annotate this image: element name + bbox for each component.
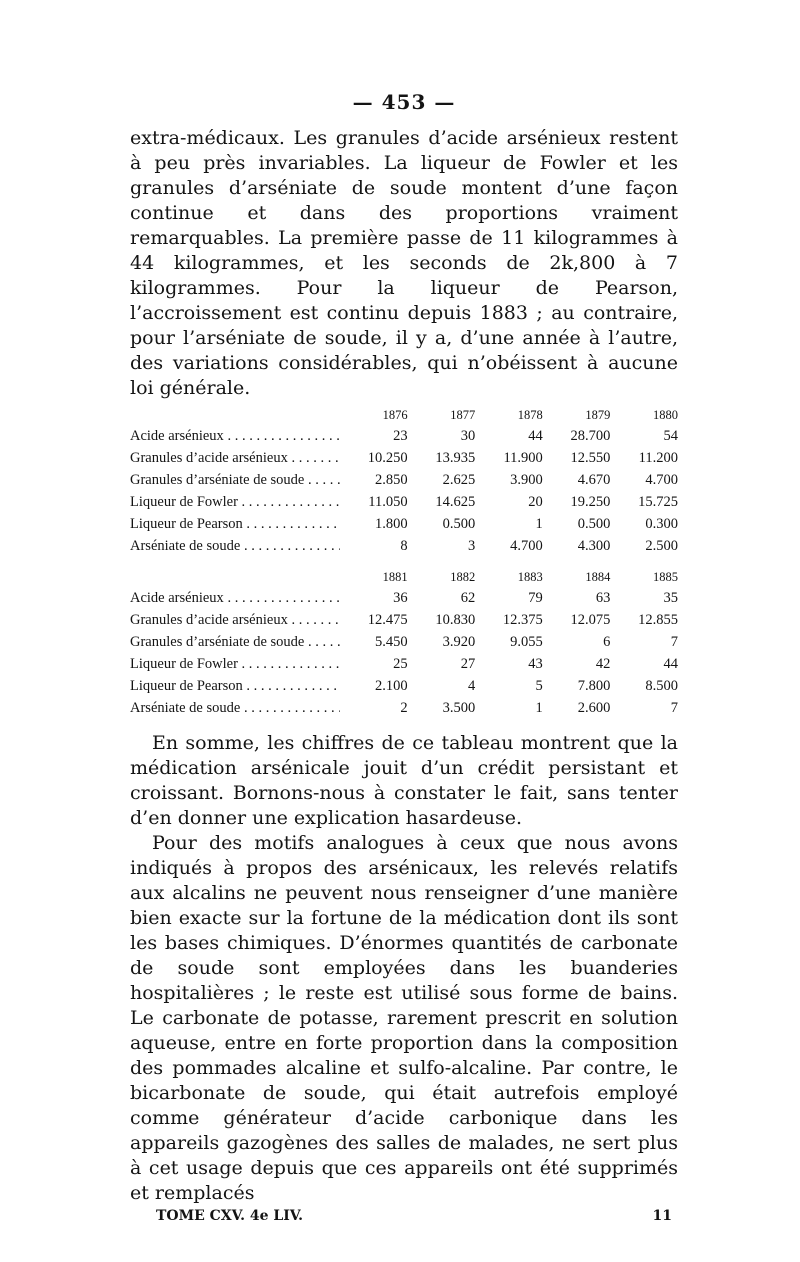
row-label-cell [130, 587, 340, 609]
year-header: 1883 [517, 570, 543, 584]
table-cell: 62 [460, 590, 476, 606]
row-label-cell [130, 491, 340, 513]
table-cell: 2.850 [374, 472, 408, 488]
table-cell: 11.050 [368, 494, 408, 510]
table-cell: 5.450 [374, 634, 408, 650]
table-row [130, 587, 678, 609]
paragraph-conclusion: En somme, les chiffres de ce tableau montrent que la médication arsénicale jouit d’un crédit persistant et croissant. Bornons-nous à constater le fait, sans tenter d’en donner une explication hasardeuse. [130, 732, 678, 829]
table-cell: 1.800 [374, 516, 408, 532]
table-cell: 43 [528, 656, 543, 672]
table-cell: 1 [535, 700, 543, 716]
table-cell: 1 [535, 516, 543, 532]
table-cell: 12.375 [502, 612, 543, 628]
table-group-1881-1885 [130, 567, 678, 719]
table-row [130, 653, 678, 675]
row-label: Acide arsénieux . . . [130, 428, 340, 444]
table-cell: 14.625 [435, 494, 476, 510]
row-label: Liqueur de Fowler . . . [130, 494, 340, 510]
table-cell: 0.500 [577, 516, 611, 532]
table-cell: 7 [670, 700, 678, 716]
paragraph-alcalins: Pour des motifs analogues à ceux que nous avons indiqués à propos des arsénicaux, les relevés relatifs aux alcalins ne peuvent nous renseigner d’une manière bien exacte sur la fortune de la médication dont ils sont les bases chimiques. D’énormes quantités de carbonate de soude sont employées dans les buanderies hospitalières ; le reste est utilisé sous forme de bains. Le carbonate de potasse, rarement prescrit en solution aqueuse, entre en forte proportion dans la composition des pommades alcaline et sulfo-alcaline. Par contre, le bicarbonate de soude, qui était autrefois employé comme générateur d’acide carbonique dans les appareils gazogènes des salles de malades, ne sert plus à cet usage depuis que ces appareils ont été supprimés et remplacés [130, 832, 678, 1204]
paragraph-intro: extra-médicaux. Les granules d’acide arsénieux restent à peu près invariables. La liqueur de Fowler et les granules d’arséniate de soude montent d’une façon continue et dans des proportions vraiment remarquables. La première passe de 11 kilogrammes à 44 kilogrammes, et les seconds de 2k,800 à 7 kilogrammes. Pour la liqueur de Pearson, l’accroissement est continu depuis 1883 ; au contraire, pour l’arséniate de soude, il y a, d’une année à l’autre, des variations considérables, qui n’obéissent à aucune loi générale. [130, 127, 678, 399]
table-cell: 35 [663, 590, 678, 606]
table-cell: 2.100 [374, 678, 408, 694]
table-row [130, 513, 678, 535]
year-header: 1880 [652, 408, 678, 422]
consumption-table [130, 405, 678, 719]
table-cell: 54 [663, 428, 678, 444]
year-header: 1876 [382, 408, 408, 422]
row-label: Granules d’arséniate de soude . . . [130, 472, 340, 488]
year-header: 1884 [585, 570, 611, 584]
year-header: 1878 [517, 408, 543, 422]
row-label-cell [130, 425, 340, 447]
table-cell: 12.475 [367, 612, 408, 628]
table-row [130, 609, 678, 631]
table-cell: 19.250 [570, 494, 611, 510]
table-cell: 44 [663, 656, 678, 672]
table-row [130, 491, 678, 513]
footer-signature: 11 [652, 1208, 672, 1224]
year-header-row [130, 405, 678, 425]
table-cell: 3.900 [510, 472, 543, 488]
table-cell: 27 [460, 656, 476, 672]
row-label-cell [130, 513, 340, 535]
table-cell: 30 [460, 428, 476, 444]
table-row [130, 631, 678, 653]
row-label-cell [130, 675, 340, 697]
row-label: Granules d’arséniate de soude . . . [130, 634, 340, 650]
table-cell: 3.500 [442, 700, 476, 716]
table-cell: 4.700 [510, 538, 543, 554]
table-row [130, 675, 678, 697]
row-label-cell [130, 653, 340, 675]
row-label: Liqueur de Fowler . . . [130, 656, 340, 672]
table-cell: 4 [467, 678, 476, 694]
table-cell: 10.830 [435, 612, 476, 628]
table-cell: 8.500 [645, 678, 678, 694]
table-cell: 4.300 [577, 538, 611, 554]
row-label-cell [130, 447, 340, 469]
page-number: — 453 — [352, 90, 456, 114]
table-cell: 0.300 [645, 516, 678, 532]
table-cell: 3.920 [442, 634, 476, 650]
year-header: 1877 [450, 408, 476, 422]
table-row [130, 469, 678, 491]
table-cell: 36 [393, 590, 408, 606]
table-cell: 7 [670, 634, 678, 650]
row-label-cell [130, 609, 340, 631]
year-header: 1885 [652, 570, 678, 584]
table-cell: 28.700 [570, 428, 611, 444]
table-row [130, 447, 678, 469]
row-label: Acide arsénieux . . . [130, 590, 340, 606]
table-cell: 2 [400, 700, 408, 716]
table-cell: 2.500 [645, 538, 678, 554]
table-cell: 5 [535, 678, 543, 694]
table-cell: 10.250 [367, 450, 408, 466]
row-label: Arséniate de soude . . . [130, 538, 340, 554]
table-cell: 15.725 [638, 494, 678, 510]
row-label-cell [130, 469, 340, 491]
row-label: Liqueur de Pearson . . . [130, 678, 340, 694]
table-cell: 2.625 [442, 472, 476, 488]
table-cell: 79 [528, 590, 543, 606]
table-cell: 9.055 [510, 634, 543, 650]
row-label-cell [130, 697, 340, 719]
table-cell: 44 [528, 428, 543, 444]
table-cell: 12.075 [570, 612, 611, 628]
year-header: 1882 [450, 570, 476, 584]
table-cell: 3 [467, 538, 476, 554]
table-row [130, 697, 678, 719]
table-cell: 8 [400, 538, 408, 554]
table-cell: 12.550 [570, 450, 611, 466]
table-row [130, 535, 678, 557]
table-cell: 12.855 [638, 612, 678, 628]
table-row [130, 425, 678, 447]
table-cell: 2.600 [577, 700, 611, 716]
table-cell: 11.200 [638, 450, 678, 466]
table-cell: 6 [603, 634, 611, 650]
year-header: 1879 [585, 408, 611, 422]
table-group-1876-1880 [130, 405, 678, 557]
row-label-cell [130, 535, 340, 557]
row-label: Granules d’acide arsénieux . . . [130, 450, 340, 466]
table-cell: 13.935 [435, 450, 476, 466]
row-label: Granules d’acide arsénieux . . . [130, 612, 340, 628]
table-cell: 0.500 [442, 516, 476, 532]
table-cell: 63 [595, 590, 611, 606]
footer-volume: TOME CXV. 4e LIV. [156, 1208, 304, 1224]
table-cell: 4.700 [645, 472, 678, 488]
table-cell: 23 [393, 428, 408, 444]
row-label: Liqueur de Pearson . . . [130, 516, 340, 532]
table-cell: 7.800 [577, 678, 611, 694]
table-cell: 20 [528, 494, 543, 510]
year-header: 1881 [382, 570, 408, 584]
table-cell: 4.670 [577, 472, 611, 488]
row-label: Arséniate de soude . . . [130, 700, 340, 716]
document-page [130, 90, 678, 1224]
year-header-row [130, 567, 678, 587]
table-cell: 25 [393, 656, 408, 672]
row-label-cell [130, 631, 340, 653]
page-footer [130, 1208, 678, 1224]
table-cell: 42 [595, 656, 611, 672]
table-cell: 11.900 [503, 450, 543, 466]
